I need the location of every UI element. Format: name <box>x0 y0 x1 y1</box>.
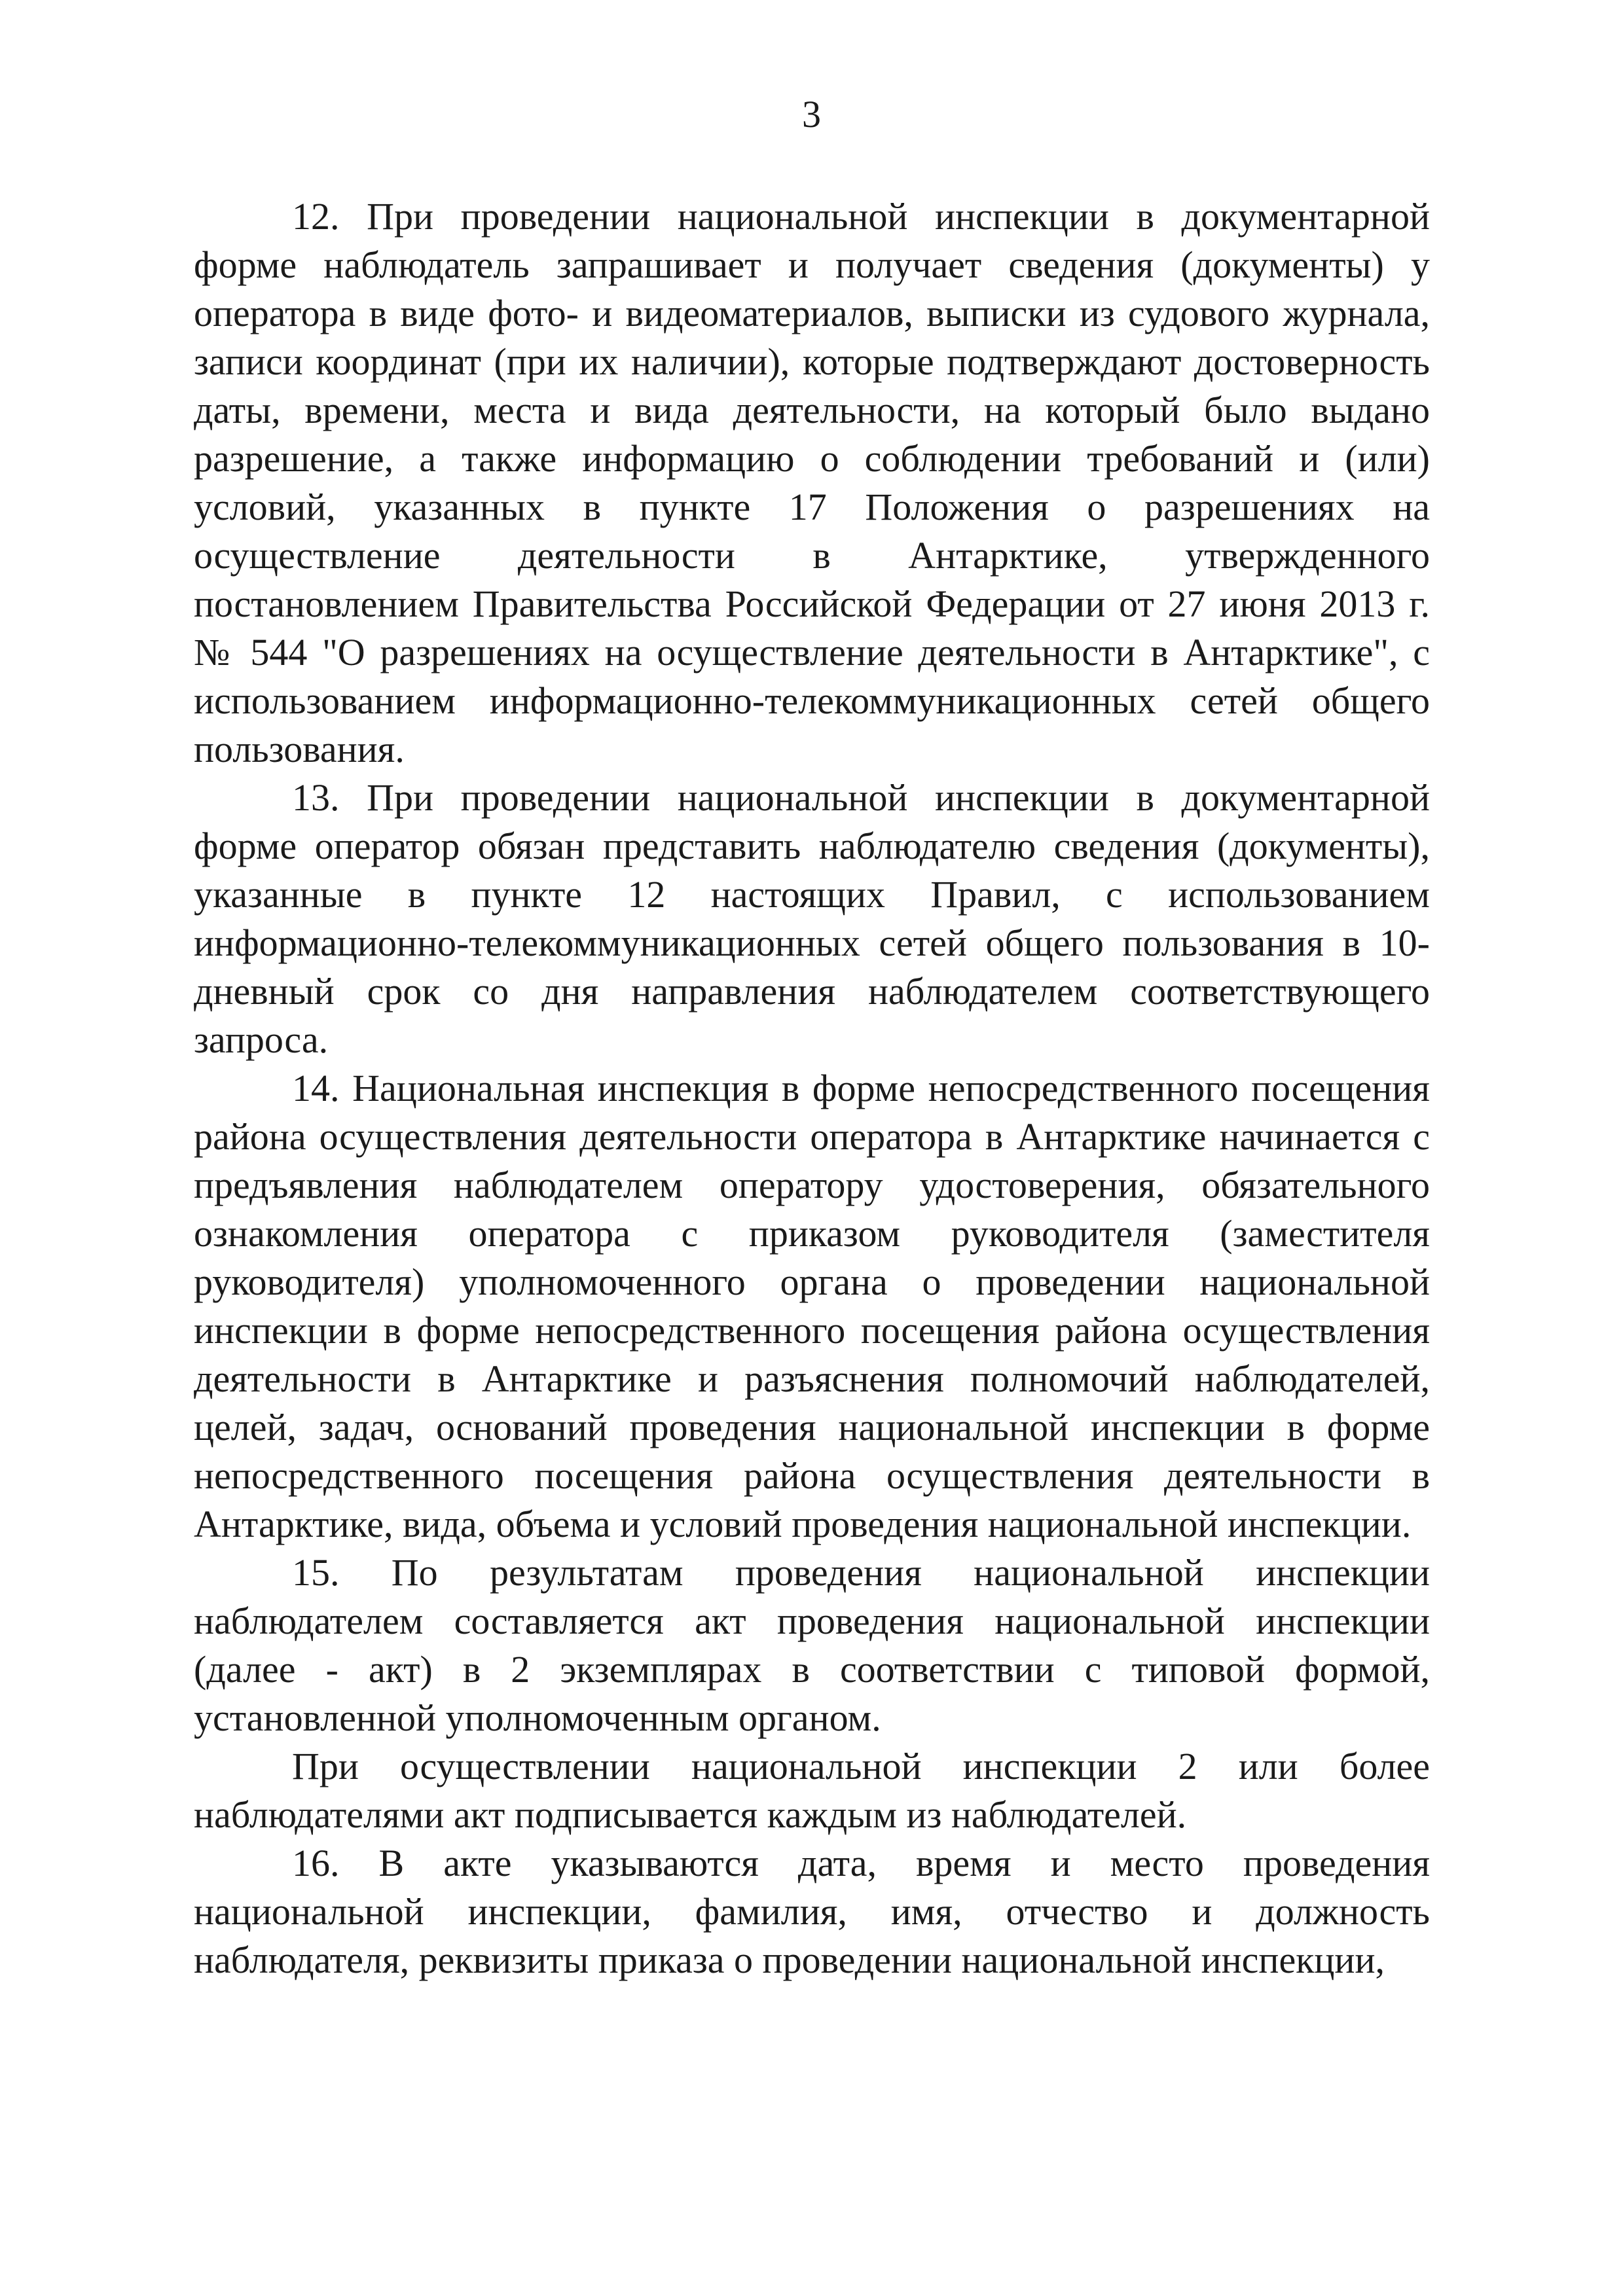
paragraph-15: 15. По результатам проведения национальной инспекции наблюдателем составляется акт проведения национальной инспекции (далее - акт) в 2 экземплярах в соответствии с типовой формой, установленной уполномоченным органом. <box>194 1551 1430 1739</box>
page-number: 3 <box>802 93 821 135</box>
paragraph-12: 12. При проведении национальной инспекции в документарной форме наблюдатель запрашивает и получает сведения (документы) у оператора в виде фото- и видеоматериалов, выписки из судового журнала, записи координат (при их наличии), которые подтверждают достоверность даты, времени, места и вида деятельности, на который было выдано разрешение, а также информацию о соблюдении требований и (или) условий, указанных в пункте 17 Положения о разрешениях на осуществление деятельности в Антарктике, утвержденного постановлением Правительства Российской Федерации от 27 июня 2013 г. № 544 "О разрешениях на осуществление деятельности в Антарктике", с использованием информационно-телекоммуникационных сетей общего пользования. <box>194 195 1430 770</box>
paragraph-16: 16. В акте указываются дата, время и место проведения национальной инспекции, фамилия, имя, отчество и должность наблюдателя, реквизиты приказа о проведении национальной инспекции, <box>194 1842 1430 1981</box>
document-body <box>194 192 1430 1984</box>
paragraph-15-continued: При осуществлении национальной инспекции 2 или более наблюдателями акт подписывается каждым из наблюдателей. <box>194 1745 1430 1836</box>
paragraph-14: 14. Национальная инспекция в форме непосредственного посещения района осуществления деятельности оператора в Антарктике начинается с предъявления наблюдателем оператору удостоверения, обязательного ознакомления оператора с приказом руководителя (заместителя руководителя) уполномоченного органа о проведении национальной инспекции в форме непосредственного посещения района осуществления деятельности в Антарктике и разъяснения полномочий наблюдателей, целей, задач, оснований проведения национальной инспекции в форме непосредственного посещения района осуществления деятельности в Антарктике, вида, объема и условий проведения национальной инспекции. <box>194 1067 1430 1545</box>
paragraph-13: 13. При проведении национальной инспекции в документарной форме оператор обязан представить наблюдателю сведения (документы), указанные в пункте 12 настоящих Правил, с использованием информационно-телекоммуникационных сетей общего пользования в 10-дневный срок со дня направления наблюдателем соответствующего запроса. <box>194 776 1430 1061</box>
